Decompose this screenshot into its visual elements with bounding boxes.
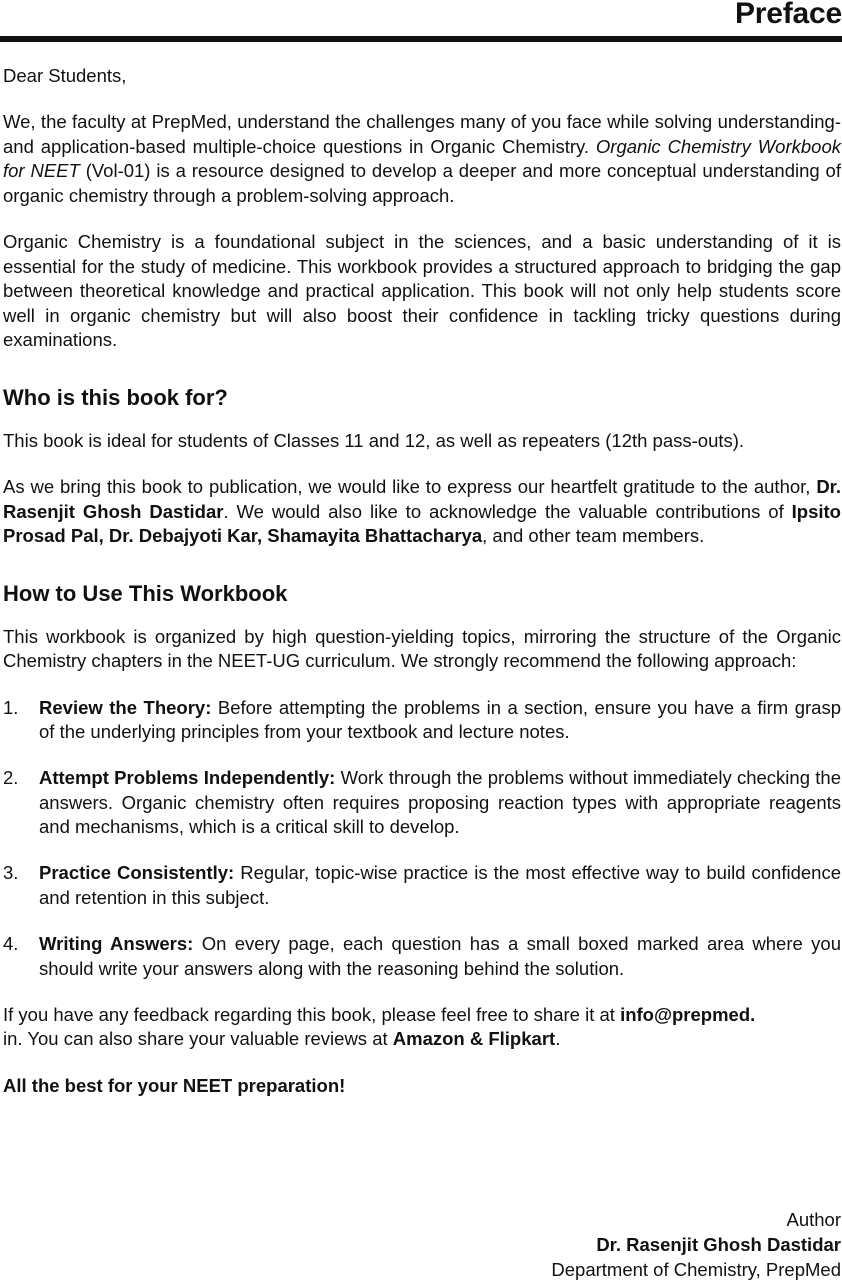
feedback-email-end: . bbox=[750, 1003, 756, 1025]
list-label: Review the Theory: bbox=[39, 696, 212, 718]
page-title: Preface bbox=[734, 0, 842, 30]
contributors: Ipsito Prosad Pal, Dr. Debajyoti Kar, Shamayita Bhattacharya bbox=[3, 500, 841, 547]
title-rule bbox=[0, 36, 842, 42]
list-text: Work through the problems without immediately checking the answers. Organic chemistry often requires proposing reaction types with appropriate reagents and mechanisms, which is a critical skill to develop. bbox=[39, 767, 841, 838]
who-paragraph-2 bbox=[3, 475, 841, 549]
thanks-text-2: . We would also like to acknowledge the valuable contributions of bbox=[223, 500, 792, 522]
list-label: Practice Consistently: bbox=[39, 862, 235, 884]
salutation: Dear Students, bbox=[3, 65, 127, 86]
how-heading: How to Use This Workbook bbox=[3, 580, 288, 606]
who-heading: Who is this book for? bbox=[3, 384, 228, 410]
how-intro: This workbook is organized by high question-yielding topics, mirroring the structure of the Organic Chemistry chapters in the NEET-UG curriculum. We strongly recommend the following approach: bbox=[3, 625, 841, 672]
feedback-end: . bbox=[555, 1028, 561, 1050]
list-item bbox=[3, 696, 841, 745]
preface-body bbox=[3, 64, 841, 1098]
list-item bbox=[3, 861, 841, 910]
intro-paragraph-1 bbox=[3, 110, 841, 208]
list-item bbox=[3, 766, 841, 840]
book-title: Organic Chemistry Workbook for NEET bbox=[3, 135, 841, 182]
intro-rest: (Vol-01) is a resource designed to develop a deeper and more conceptual understanding of organic chemistry through a problem-solving approach. bbox=[3, 160, 841, 206]
list-label: Writing Answers: bbox=[39, 933, 194, 955]
thanks-text: As we bring this book to publication, we would like to express our heartfelt gratitude to the author, bbox=[3, 476, 817, 498]
signature-block bbox=[551, 1207, 841, 1282]
feedback-email: info@prepmed bbox=[620, 1003, 751, 1025]
closing-line: All the best for your NEET preparation! bbox=[3, 1074, 346, 1096]
author-name: Dr. Rasenjit Ghosh Dastidar bbox=[3, 476, 841, 522]
list-label: Attempt Problems Independently: bbox=[39, 767, 336, 789]
thanks-text-3: , and other team members. bbox=[482, 525, 705, 547]
intro-paragraph-2: Organic Chemistry is a foundational subject in the sciences, and a basic understanding of it is essential for the study of medicine. This workbook provides a structured approach to bridging the gap between theoretical knowledge and practical application. This book will not only help students score well in organic chemistry but will also boost their confidence in tackling tricky questions during examinations. bbox=[3, 230, 841, 351]
list-text: Before attempting the problems in a section, ensure you have a firm grasp of the underlying principles from your textbook and lecture notes. bbox=[39, 696, 841, 743]
feedback-paragraph bbox=[3, 1003, 841, 1052]
signature-role: Author bbox=[786, 1209, 841, 1230]
intro-text: We, the faculty at PrepMed, understand the challenges many of you face while solving understanding- and application-based multiple-choice questions in Organic Chemistry. bbox=[3, 111, 841, 157]
signature-name: Dr. Rasenjit Ghosh Dastidar bbox=[596, 1234, 841, 1255]
list-number: 4. bbox=[3, 933, 19, 955]
list-item bbox=[3, 932, 841, 981]
who-paragraph-1: This book is ideal for students of Classes 11 and 12, as well as repeaters (12th pass-outs). bbox=[3, 429, 745, 451]
list-number: 1. bbox=[3, 696, 19, 718]
list-text: On every page, each question has a small boxed marked area where you should write your answers along with the reasoning behind the solution. bbox=[39, 933, 841, 979]
review-stores: Amazon & Flipkart bbox=[392, 1028, 556, 1050]
feedback-text-2: in. You can also share your valuable reviews at bbox=[3, 1028, 393, 1050]
feedback-text: If you have any feedback regarding this book, please feel free to share it at bbox=[3, 1003, 621, 1025]
list-text: Regular, topic-wise practice is the most effective way to build confidence and retention in this subject. bbox=[39, 862, 841, 909]
list-number: 3. bbox=[3, 862, 19, 884]
signature-department: Department of Chemistry, PrepMed bbox=[551, 1259, 841, 1280]
list-number: 2. bbox=[3, 767, 19, 789]
